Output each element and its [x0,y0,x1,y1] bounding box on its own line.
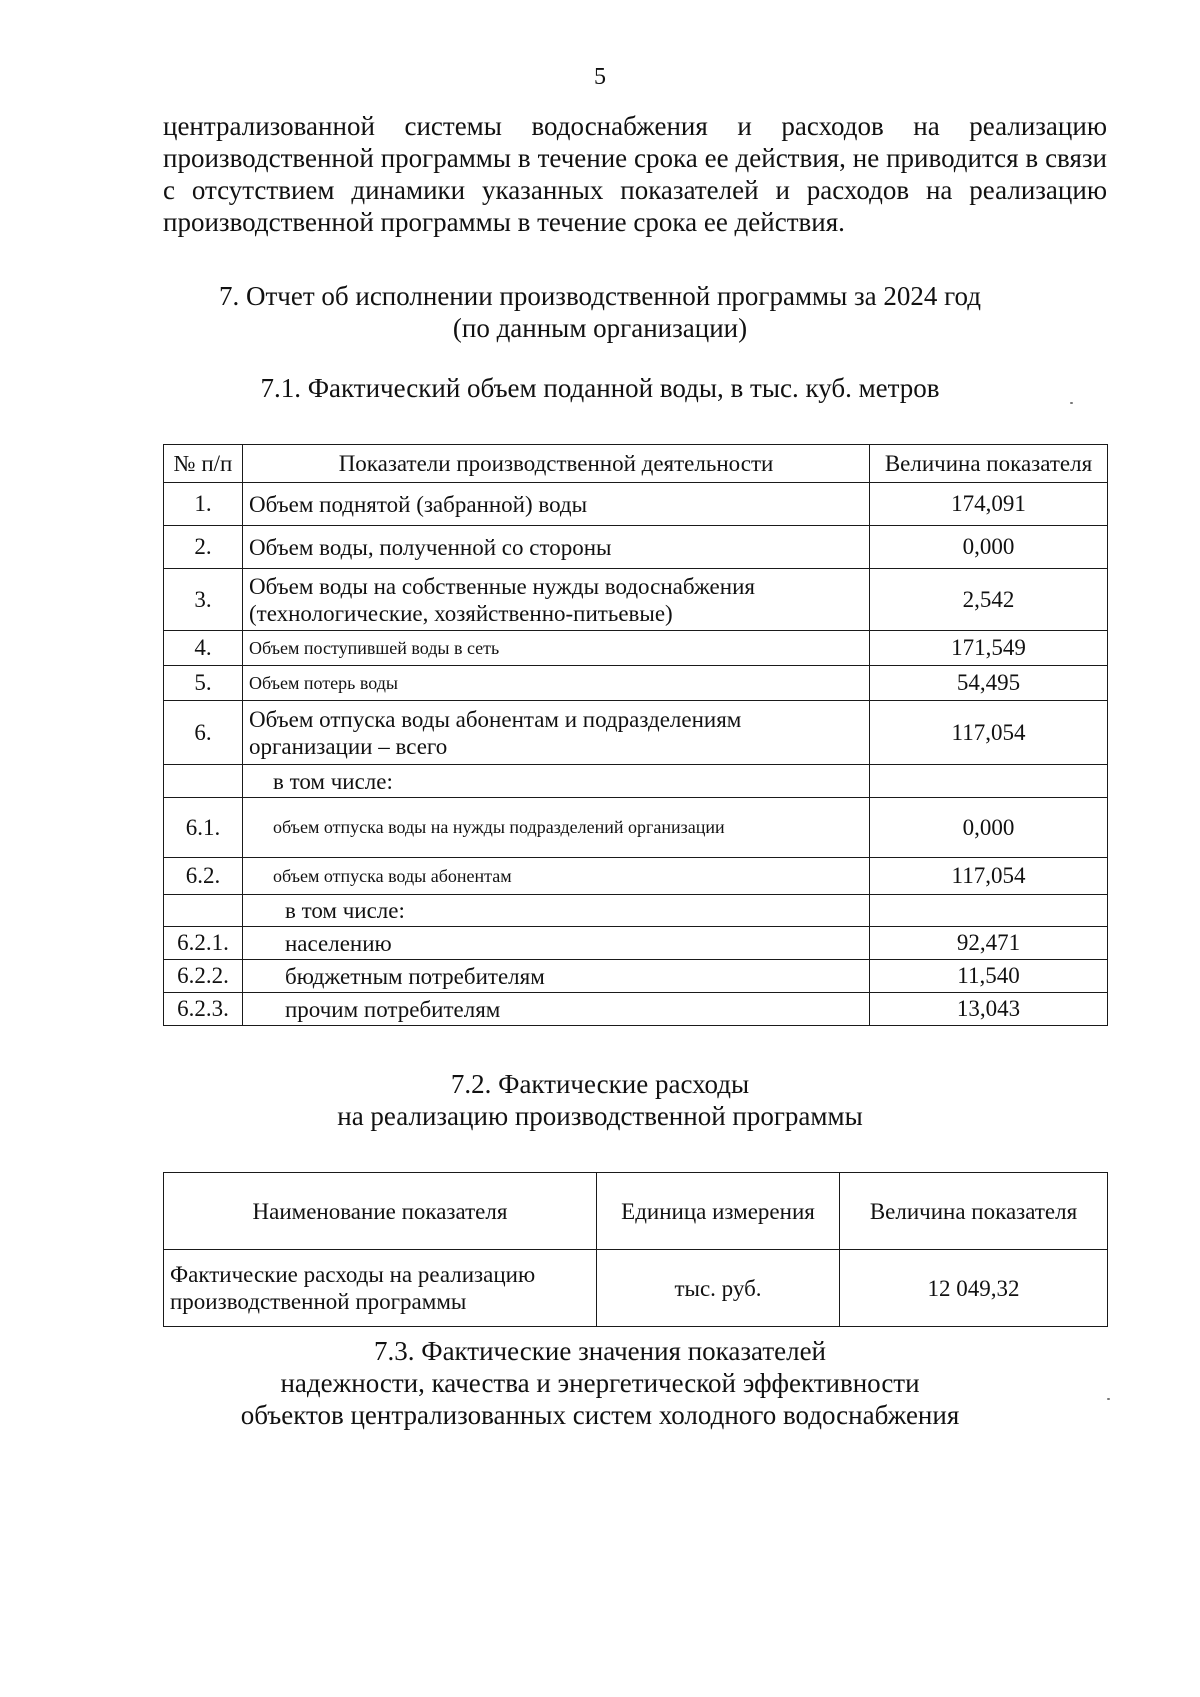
table-row [164,701,1108,765]
row-name: объем отпуска воды абонентам [243,858,870,895]
row-num: 3. [164,569,243,631]
row-name: в том числе: [243,765,870,798]
expense-unit: тыс. руб. [597,1250,840,1327]
row-name-line1: Объем воды на собственные нужды водоснабжения [249,573,755,599]
table-row [164,895,1108,927]
row-num: 4. [164,631,243,666]
section-7-1-heading [0,372,1200,404]
table-row [164,569,1108,631]
section-7-heading [0,280,1200,344]
table-row [164,960,1108,993]
section-7-2-title: 7.2. Фактические расходы [450,1069,750,1099]
row-num [164,765,243,798]
row-name-line2: организации – всего [249,733,448,759]
row-value: 0,000 [870,526,1108,569]
row-name: прочим потребителям [243,993,870,1026]
row-value: 2,542 [870,569,1108,631]
row-name [243,569,870,631]
row-value: 13,043 [870,993,1108,1026]
row-name: в том числе: [243,895,870,927]
table-row [164,765,1108,798]
table-row [164,666,1108,701]
row-name: бюджетным потребителям [243,960,870,993]
row-value: 54,495 [870,666,1108,701]
table-header-row [164,1173,1108,1250]
intro-paragraph: централизованной системы водоснабжения и расходов на реализацию производственной программы в течение срока ее действия, не приводится в связи с отсутствием динамики указанных показателей и расходов на реализацию производственной программы в течение срока ее действия. [163,111,1107,237]
row-name: населению [243,927,870,960]
section-7-2-subtitle: на реализацию производственной программы [337,1101,863,1131]
table-row [164,927,1108,960]
row-num [164,895,243,927]
row-num: 6. [164,701,243,765]
row-num: 5. [164,666,243,701]
header-unit: Единица измерения [597,1173,840,1250]
row-value: 117,054 [870,858,1108,895]
row-num: 6.1. [164,798,243,858]
row-name-line1: Объем отпуска воды абонентам и подразделениям [249,706,742,732]
section-7-3-heading [0,1335,1200,1431]
row-value: 171,549 [870,631,1108,666]
section-7-3-title-line1: 7.3. Фактические значения показателей [373,1336,827,1366]
row-num: 6.2.2. [164,960,243,993]
row-num: 6.2.1. [164,927,243,960]
table-row [164,483,1108,526]
expense-name [164,1250,597,1327]
section-7-1-title: 7.1. Фактический объем поданной воды, в тыс. куб. метров [260,373,940,403]
row-num: 1. [164,483,243,526]
row-name [243,701,870,765]
section-7-2-heading [0,1068,1200,1132]
expense-name-line2: производственной программы [170,1289,467,1314]
section-7-subtitle: (по данным организации) [452,313,748,343]
row-value: 11,540 [870,960,1108,993]
expense-value: 12 049,32 [840,1250,1108,1327]
scan-speck [1107,1398,1110,1400]
header-value: Величина показателя [840,1173,1108,1250]
row-value: 92,471 [870,927,1108,960]
row-num: 6.2. [164,858,243,895]
water-volume-table [163,444,1108,1026]
header-value: Величина показателя [870,445,1108,483]
row-value: 174,091 [870,483,1108,526]
row-name: Объем потерь воды [243,666,870,701]
section-7-3-title-line2: надежности, качества и энергетической эффективности [280,1368,920,1398]
section-7-title: 7. Отчет об исполнении производственной программы за 2024 год [218,281,982,311]
row-num: 2. [164,526,243,569]
table-row [164,993,1108,1026]
section-7-3-title-line3: объектов централизованных систем холодного водоснабжения [240,1400,960,1430]
page-number: 5 [594,64,606,90]
row-name: объем отпуска воды на нужды подразделений организации [243,798,870,858]
row-value: 0,000 [870,798,1108,858]
row-value [870,895,1108,927]
expense-name-line1: Фактические расходы на реализацию [170,1262,536,1287]
row-name: Объем воды, полученной со стороны [243,526,870,569]
header-name: Наименование показателя [164,1173,597,1250]
header-num: № п/п [164,445,243,483]
row-num: 6.2.3. [164,993,243,1026]
row-value: 117,054 [870,701,1108,765]
row-value [870,765,1108,798]
row-name-line2: (технологические, хозяйственно-питьевые) [249,600,673,626]
table-header-row [164,445,1108,483]
table-row [164,798,1108,858]
table-row [164,526,1108,569]
row-name: Объем поступившей воды в сеть [243,631,870,666]
table-row [164,1250,1108,1327]
row-name: Объем поднятой (забранной) воды [243,483,870,526]
header-indicator: Показатели производственной деятельности [243,445,870,483]
table-row [164,631,1108,666]
scan-speck [1070,402,1073,404]
expenses-table [163,1172,1108,1327]
table-row [164,858,1108,895]
